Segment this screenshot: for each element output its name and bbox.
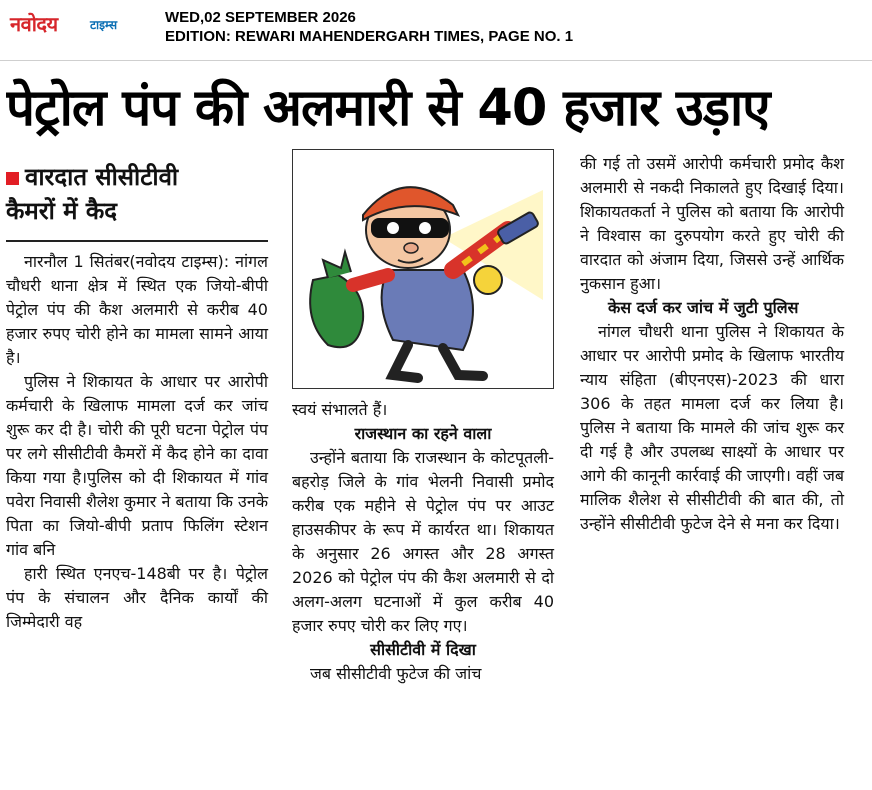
column-1-paragraph: पुलिस ने शिकायत के आधार पर आरोपी कर्मचारी के खिलाफ मामला दर्ज कर जांच शुरू कर दी है। चोरी की पूरी घटना पेट्रोल पंप पर लगे सीसीटीवी कैमरों में कैद होने का दावा किया गया है।पुलिस को दी शिकायत में गांव पवेरा निवासी शैलेश कुमार ने बताया कि उनके पिता का जियो-बीपी प्रताप फिलिंग स्टेशन गांव बनि bbox=[6, 372, 268, 559]
article-column-1 bbox=[6, 250, 268, 634]
thief-cartoon-icon bbox=[293, 150, 553, 388]
edition-label: EDITION: REWARI MAHENDERGARH TIMES, PAGE NO. 1 bbox=[165, 28, 574, 45]
column-2-paragraph: जब सीसीटीवी फुटेज की जांच bbox=[310, 664, 482, 683]
subheading-line-1: वारदात सीसीटीवी bbox=[25, 163, 179, 191]
logo-times-text: टाइम्स bbox=[90, 18, 118, 32]
masthead-bar bbox=[0, 0, 872, 61]
section-heading: केस दर्ज कर जांच में जुटी पुलिस bbox=[608, 298, 799, 317]
section-heading: सीसीटीवी में दिखा bbox=[370, 640, 476, 659]
publication-date: WED,02 SEPTEMBER 2026 bbox=[165, 9, 356, 26]
edition-info bbox=[165, 8, 573, 46]
article-headline: पेट्रोल पंप की अलमारी से 40 हजार उड़ाए bbox=[6, 79, 770, 138]
column-3-paragraph: नांगल चौधरी थाना पुलिस ने शिकायत के आधार पर आरोपी प्रमोद के खिलाफ भारतीय न्याय संहिता (बीएनएस)-2023 की धारा 306 के तहत मामला दर्ज कर लिया है। पुलिस ने बताया कि मामले की जांच शुरू कर दी गई है और उपलब्ध साक्ष्यों के आधार पर आगे की कानूनी कार्रवाई की जाएगी। वहीं जब मालिक शैलेश से सीसीटीवी की बात की, तो उन्होंने सीसीटीवी फुटेज देने से मना कर दिया। bbox=[580, 322, 844, 533]
thief-cartoon-illustration bbox=[292, 149, 554, 389]
subheading-line-2: कैमरों में कैद bbox=[6, 197, 118, 225]
red-square-bullet-icon bbox=[6, 172, 19, 185]
column-3-paragraph: की गई तो उसमें आरोपी कर्मचारी प्रमोद कैश अलमारी से नकदी निकालते हुए दिखाई दिया। शिकायतकर्ता ने पुलिस को बताया कि आरोपी ने विश्वास का दुरुपयोग करते हुए चोरी की वारदात को अंजाम दिया, जिससे उन्हें आर्थिक नुकसान हुआ। bbox=[580, 154, 844, 293]
article-column-2 bbox=[292, 398, 554, 686]
section-heading: राजस्थान का रहने वाला bbox=[354, 424, 492, 443]
column-1-paragraph: हारी स्थित एनएच-148बी पर है। पेट्रोल पंप के संचालन और दैनिक कार्यों की जिम्मेदारी वह bbox=[6, 564, 268, 631]
column-2-paragraph: उन्होंने बताया कि राजस्थान के कोटपूतली-बहरोड़ जिले के गांव भेलनी निवासी प्रमोद करीब एक महीने से पेट्रोल पंप पर आउट हाउसकीपर के रूप में कार्यरत था। शिकायत के अनुसार 26 अगस्त और 28 अगस्त 2026 को पेट्रोल पंप की कैश अलमारी से दो अलग-अलग घटनाओं में कुल करीब 40 हजार रुपए चोरी कर लिए गए। bbox=[292, 448, 554, 635]
article-column-3 bbox=[580, 152, 844, 536]
column-1-paragraph: नारनौल 1 सितंबर(नवोदय टाइम्स): नांगल चौधरी थाना क्षेत्र में स्थित एक जियो-बीपी पेट्रोल पंप की कैश अलमारी से करीब 40 हजार रुपए चोरी होने का मामला सामने आया है। bbox=[6, 252, 268, 367]
logo-text: नवोदय bbox=[10, 12, 58, 36]
article-subheading bbox=[6, 160, 268, 228]
navodaya-times-logo[interactable] bbox=[10, 10, 150, 36]
subheading-rule bbox=[6, 240, 268, 242]
column-2-lead: स्वयं संभालते हैं। bbox=[292, 400, 388, 419]
